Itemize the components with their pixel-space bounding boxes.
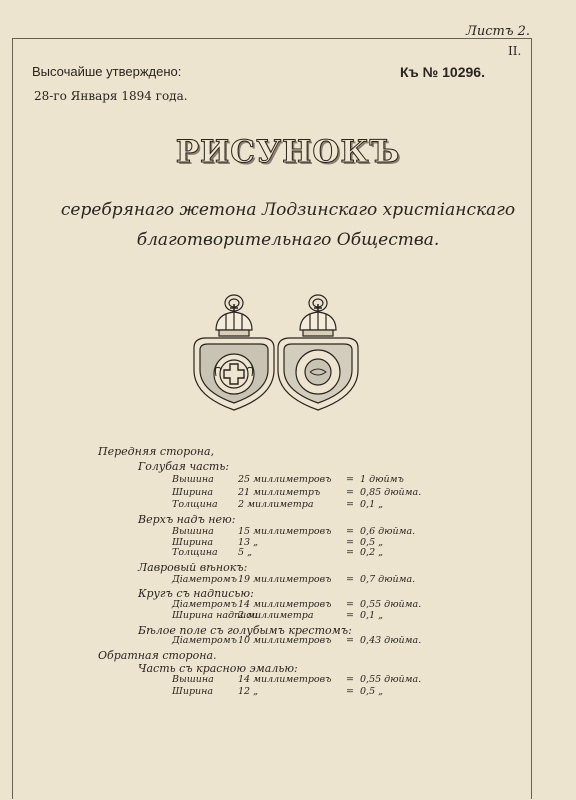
spec-label: Діаметромъ — [172, 574, 237, 585]
spec-equals: = — [346, 487, 354, 498]
spec-value: 0,5 „ — [360, 537, 384, 548]
spec-equals: = — [346, 574, 354, 585]
inscription-badge-icon — [270, 292, 366, 414]
spec-label: Кругъ съ надписью: — [138, 587, 254, 600]
spec-size: 25 миллиметровъ — [238, 474, 332, 485]
spec-size: 14 миллиметровъ — [238, 674, 332, 685]
spec-label: Лавровый вѣнокъ: — [138, 561, 248, 574]
spec-value: 0,6 дюйма. — [360, 526, 416, 537]
spec-size: 2 миллиметра — [238, 610, 314, 621]
spec-size: 13 „ — [238, 537, 259, 548]
spec-value: 0,5 „ — [360, 686, 384, 697]
spec-label: Ширина — [172, 686, 214, 697]
spec-value: 0,85 дюйма. — [360, 487, 422, 498]
subtitle-line-1: серебрянаго жетона Лодзинскаго христіанскаго — [60, 200, 516, 220]
spec-size: 10 миллиметровъ — [238, 635, 332, 646]
spec-equals: = — [346, 547, 354, 558]
spec-equals: = — [346, 599, 354, 610]
spec-size: 15 миллиметровъ — [238, 526, 332, 537]
spec-equals: = — [346, 610, 354, 621]
spec-label: Ширина — [172, 487, 214, 498]
spec-label: Діаметромъ — [172, 635, 237, 646]
spec-label: Вышина — [172, 526, 214, 537]
spec-value: 0,55 дюйма. — [360, 599, 422, 610]
spec-equals: = — [346, 635, 354, 646]
spec-value: 0,1 „ — [360, 610, 384, 621]
spec-equals: = — [346, 474, 354, 485]
spec-label: Вышина — [172, 674, 214, 685]
spec-label: Обратная сторона. — [98, 649, 217, 662]
spec-size: 5 „ — [238, 547, 252, 558]
spec-size: 21 миллиметръ — [238, 487, 321, 498]
spec-value: 0,55 дюйма. — [360, 674, 422, 685]
spec-label: Верхъ надъ нею: — [138, 513, 236, 526]
spec-value: 0,2 „ — [360, 547, 384, 558]
spec-equals: = — [346, 526, 354, 537]
spec-label: Толщина — [172, 547, 218, 558]
spec-size: 12 „ — [238, 686, 259, 697]
sheet-label: Листъ 2. — [466, 24, 531, 39]
spec-equals: = — [346, 499, 354, 510]
spec-label: Голубая часть: — [138, 460, 230, 473]
spec-equals: = — [346, 686, 354, 697]
spec-value: 1 дюймъ — [360, 474, 404, 485]
spec-size: 19 миллиметровъ — [238, 574, 332, 585]
page-title: РИСУНОКЪ — [175, 134, 401, 170]
spec-label: Вышина — [172, 474, 214, 485]
spec-label: Діаметромъ — [172, 599, 237, 610]
subtitle-line-2: благотворительнаго Общества. — [136, 230, 440, 250]
roman-numeral: II. — [508, 44, 522, 58]
spec-label: Передняя сторона, — [98, 445, 215, 458]
spec-label: Бѣлое поле съ голубымъ крестомъ: — [138, 624, 352, 637]
spec-value: 0,43 дюйма. — [360, 635, 422, 646]
approval-caption: Высочайше утверждено: — [32, 64, 182, 79]
spec-size: 14 миллиметровъ — [238, 599, 332, 610]
spec-size: 2 миллиметра — [238, 499, 314, 510]
spec-label: Ширина — [172, 537, 214, 548]
spec-value: 0,7 дюйма. — [360, 574, 416, 585]
spec-label: Толщина — [172, 499, 218, 510]
spec-value: 0,1 „ — [360, 499, 384, 510]
spec-label: Часть съ красною эмалью: — [138, 662, 298, 675]
spec-equals: = — [346, 674, 354, 685]
document-number: Къ № 10296. — [400, 64, 485, 80]
spec-label: Ширина надписи — [172, 610, 258, 621]
cross-wreath-badge-icon — [186, 292, 282, 414]
spec-equals: = — [346, 537, 354, 548]
approval-date: 28-го Января 1894 года. — [34, 89, 188, 103]
